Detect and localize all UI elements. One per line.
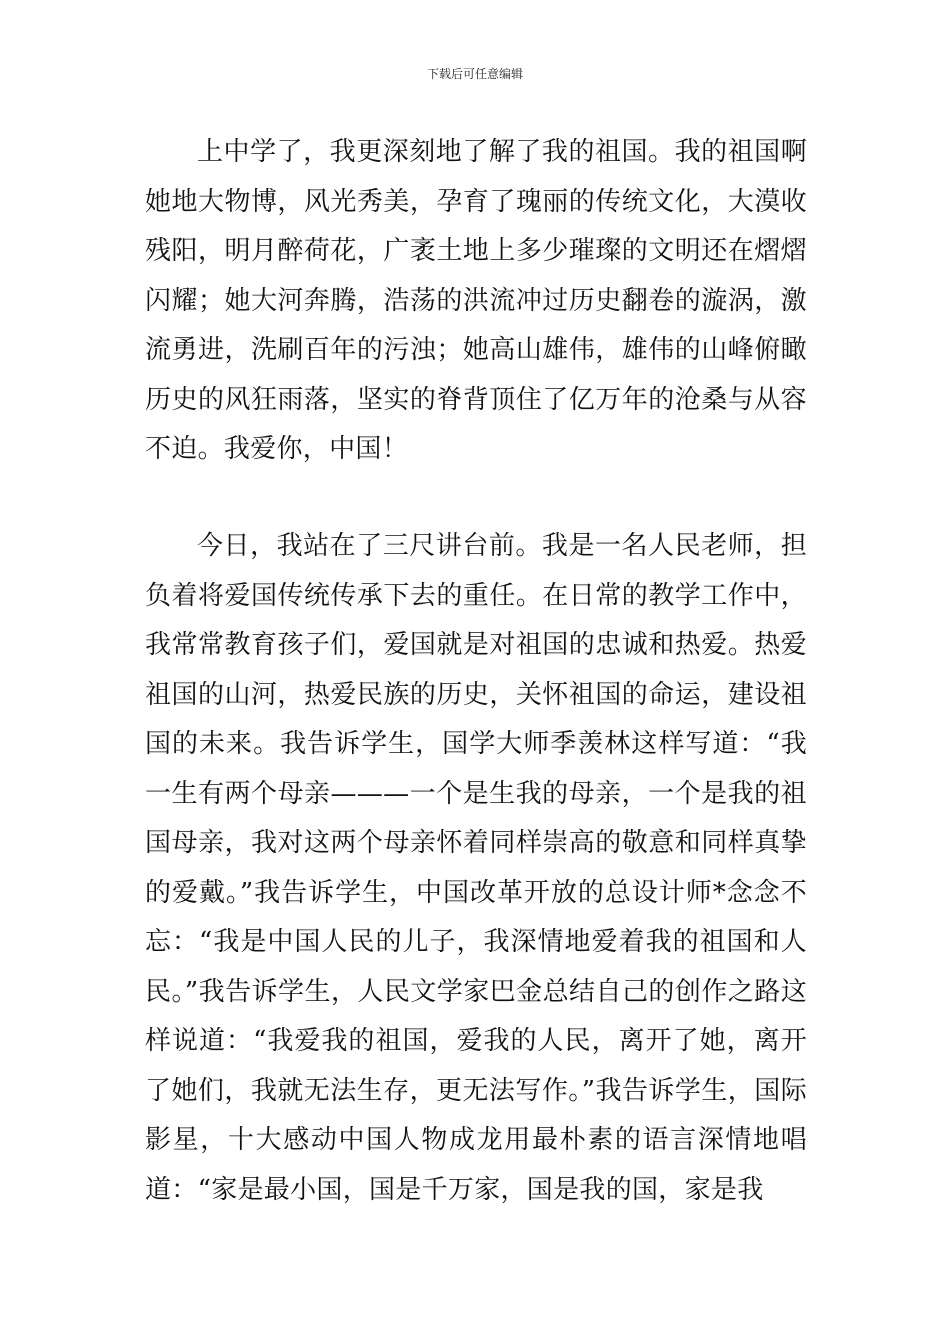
page-header: 下载后可任意编辑 bbox=[426, 67, 523, 81]
paragraph-teacher: 今日，我站在了三尺讲台前。我是一名人民老师，担负着将爱国传统传承下去的重任。在日常的教学工作中，我常常教育孩子们，爱国就是对祖国的忠诚和热爱。热爱祖国的山河，热爱民族的历史，关怀祖国的命运，建设祖国的未来。我告诉学生，国学大师季羡林这样写道：“我一生有两个母亲———一个是生我的母亲，一个是我的祖国母亲，我对这两个母亲怀着同样崇高的敬意和同样真挚的爱戴。”我告诉学生，中国改革开放的总设计师*念念不忘：“我是中国人民的儿子，我深情地爱着我的祖国和人民。”我告诉学生，人民文学家巴金总结自己的创作之路这样说道：“我爱我的祖国，爱我的人民，离开了她，离开了她们，我就无法生存，更无法写作。”我告诉学生，国际影星，十大感动中国人物成龙用最朴素的语言深情地唱道：“家是最小国，国是千万家，国是我的国，家是我 bbox=[145, 531, 807, 1205]
paragraph-middle-school: 上中学了，我更深刻地了解了我的祖国。我的祖国啊她地大物博，风光秀美，孕育了瑰丽的传统文化，大漠收残阳，明月醉荷花，广袤土地上多少璀璨的文明还在熠熠闪耀；她大河奔腾，浩荡的洪流冲过历史翻卷的漩涡，激流勇进，洗刷百年的污浊；她高山雄伟，雄伟的山峰俯瞰历史的风狂雨落，坚实的脊背顶住了亿万年的沧桑与从容不迫。我爱你，中国！ bbox=[145, 137, 807, 464]
